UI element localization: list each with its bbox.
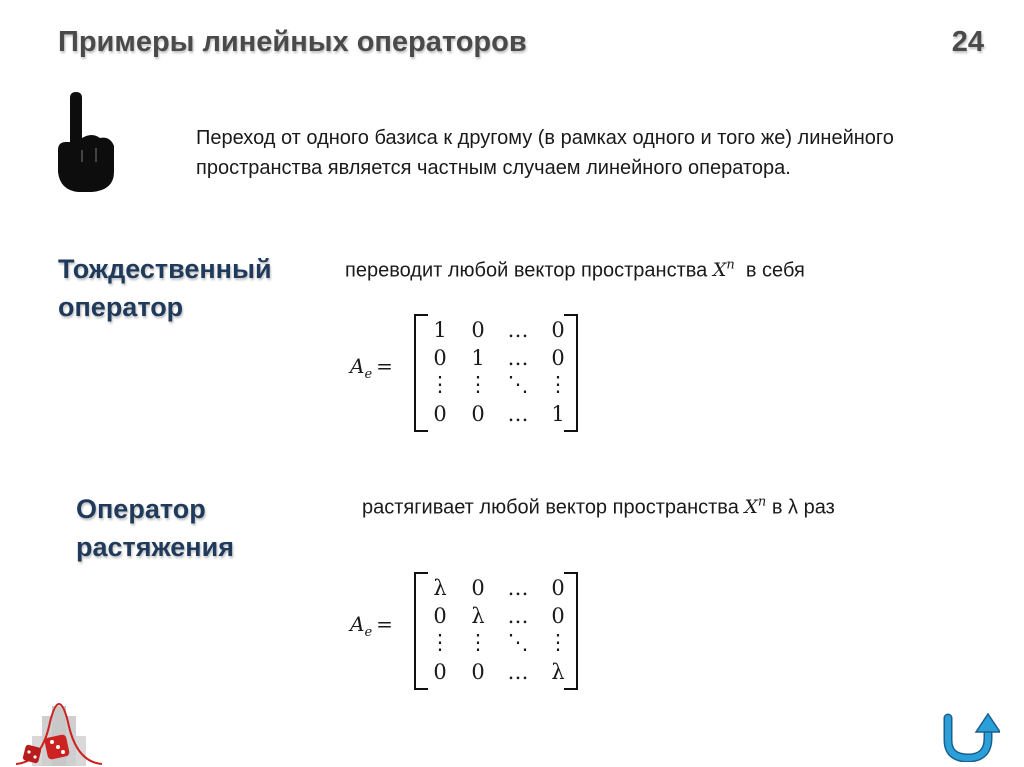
matrix-cell: … <box>507 402 529 426</box>
matrix-cell: 1 <box>433 318 447 342</box>
stretch-heading-line1: Оператор <box>76 494 206 524</box>
matrix-cell: 0 <box>551 318 565 342</box>
matrix-cell: λ <box>471 604 485 628</box>
stretch-matrix-lhs <box>350 612 393 640</box>
stretch-operator-heading <box>76 490 234 566</box>
stretch-matrix <box>350 568 590 688</box>
stretch-heading-line2: растяжения <box>76 532 234 562</box>
identity-desc-before: переводит любой вектор пространства <box>345 259 713 282</box>
matrix-cell: … <box>507 660 529 684</box>
normal-distribution-dice-logo <box>12 692 106 766</box>
identity-description <box>345 258 805 282</box>
intro-paragraph: Переход от одного базиса к другому (в рамках одного и того же) линейного пространства является частным случаем линейного оператора. <box>196 127 894 179</box>
page-number: 24 <box>951 26 984 58</box>
matrix-cell: 0 <box>551 346 565 370</box>
space-symbol <box>713 259 735 281</box>
matrix-subscript: e <box>364 367 373 382</box>
matrix-cell: … <box>507 576 529 600</box>
matrix-cell: λ <box>551 660 565 684</box>
slide-title: Примеры линейных операторов <box>58 26 527 58</box>
matrix-cell: ⋮ <box>429 372 451 396</box>
matrix-cell: 0 <box>433 604 447 628</box>
identity-heading-line2: оператор <box>58 292 184 322</box>
matrix-cell: 1 <box>471 346 485 370</box>
pointing-hand-icon <box>52 92 116 196</box>
matrix-cell: 0 <box>471 660 485 684</box>
return-arrow-icon[interactable] <box>938 712 1000 762</box>
matrix-symbol: A <box>350 612 365 636</box>
matrix-cell: 0 <box>471 402 485 426</box>
matrix-cell: ⋱ <box>507 630 529 654</box>
matrix-cell: 0 <box>471 318 485 342</box>
matrix-cell: 1 <box>551 402 565 426</box>
matrix-cell: … <box>507 346 529 370</box>
matrix-cell: … <box>507 604 529 628</box>
matrix-cell: ⋮ <box>547 630 569 654</box>
matrix-cell: 0 <box>471 576 485 600</box>
equals-sign: = <box>376 612 393 636</box>
matrix-cell: ⋮ <box>429 630 451 654</box>
identity-matrix <box>350 310 590 430</box>
matrix-cell: 0 <box>551 576 565 600</box>
matrix-cell: λ <box>433 576 447 600</box>
identity-matrix-lhs <box>350 354 393 382</box>
matrix-cell: 0 <box>433 402 447 426</box>
matrix-cell: ⋱ <box>507 372 529 396</box>
identity-operator-heading <box>58 250 272 326</box>
matrix-cell: ⋮ <box>467 630 489 654</box>
identity-heading-line1: Тождественный <box>58 254 272 284</box>
space-symbol <box>744 496 766 518</box>
identity-desc-after: в себя <box>745 259 805 282</box>
left-bracket <box>414 572 428 690</box>
stretch-description <box>362 495 835 519</box>
equals-sign: = <box>376 354 393 378</box>
matrix-cell: ⋮ <box>467 372 489 396</box>
left-bracket <box>414 314 428 432</box>
space-symbol-letter: X <box>712 259 727 282</box>
matrix-cell: ⋮ <box>547 372 569 396</box>
space-symbol-exponent: n <box>757 495 767 510</box>
matrix-cell: … <box>507 318 529 342</box>
space-symbol-letter: X <box>744 496 758 519</box>
stretch-desc-before: растягивает любой вектор пространства <box>362 496 745 519</box>
matrix-cell: 0 <box>433 660 447 684</box>
matrix-cell: 0 <box>433 346 447 370</box>
matrix-symbol: A <box>350 354 365 378</box>
matrix-cell: 0 <box>551 604 565 628</box>
stretch-desc-after: в λ раз <box>771 496 835 519</box>
matrix-subscript: e <box>364 625 373 640</box>
space-symbol-exponent: n <box>726 258 735 273</box>
